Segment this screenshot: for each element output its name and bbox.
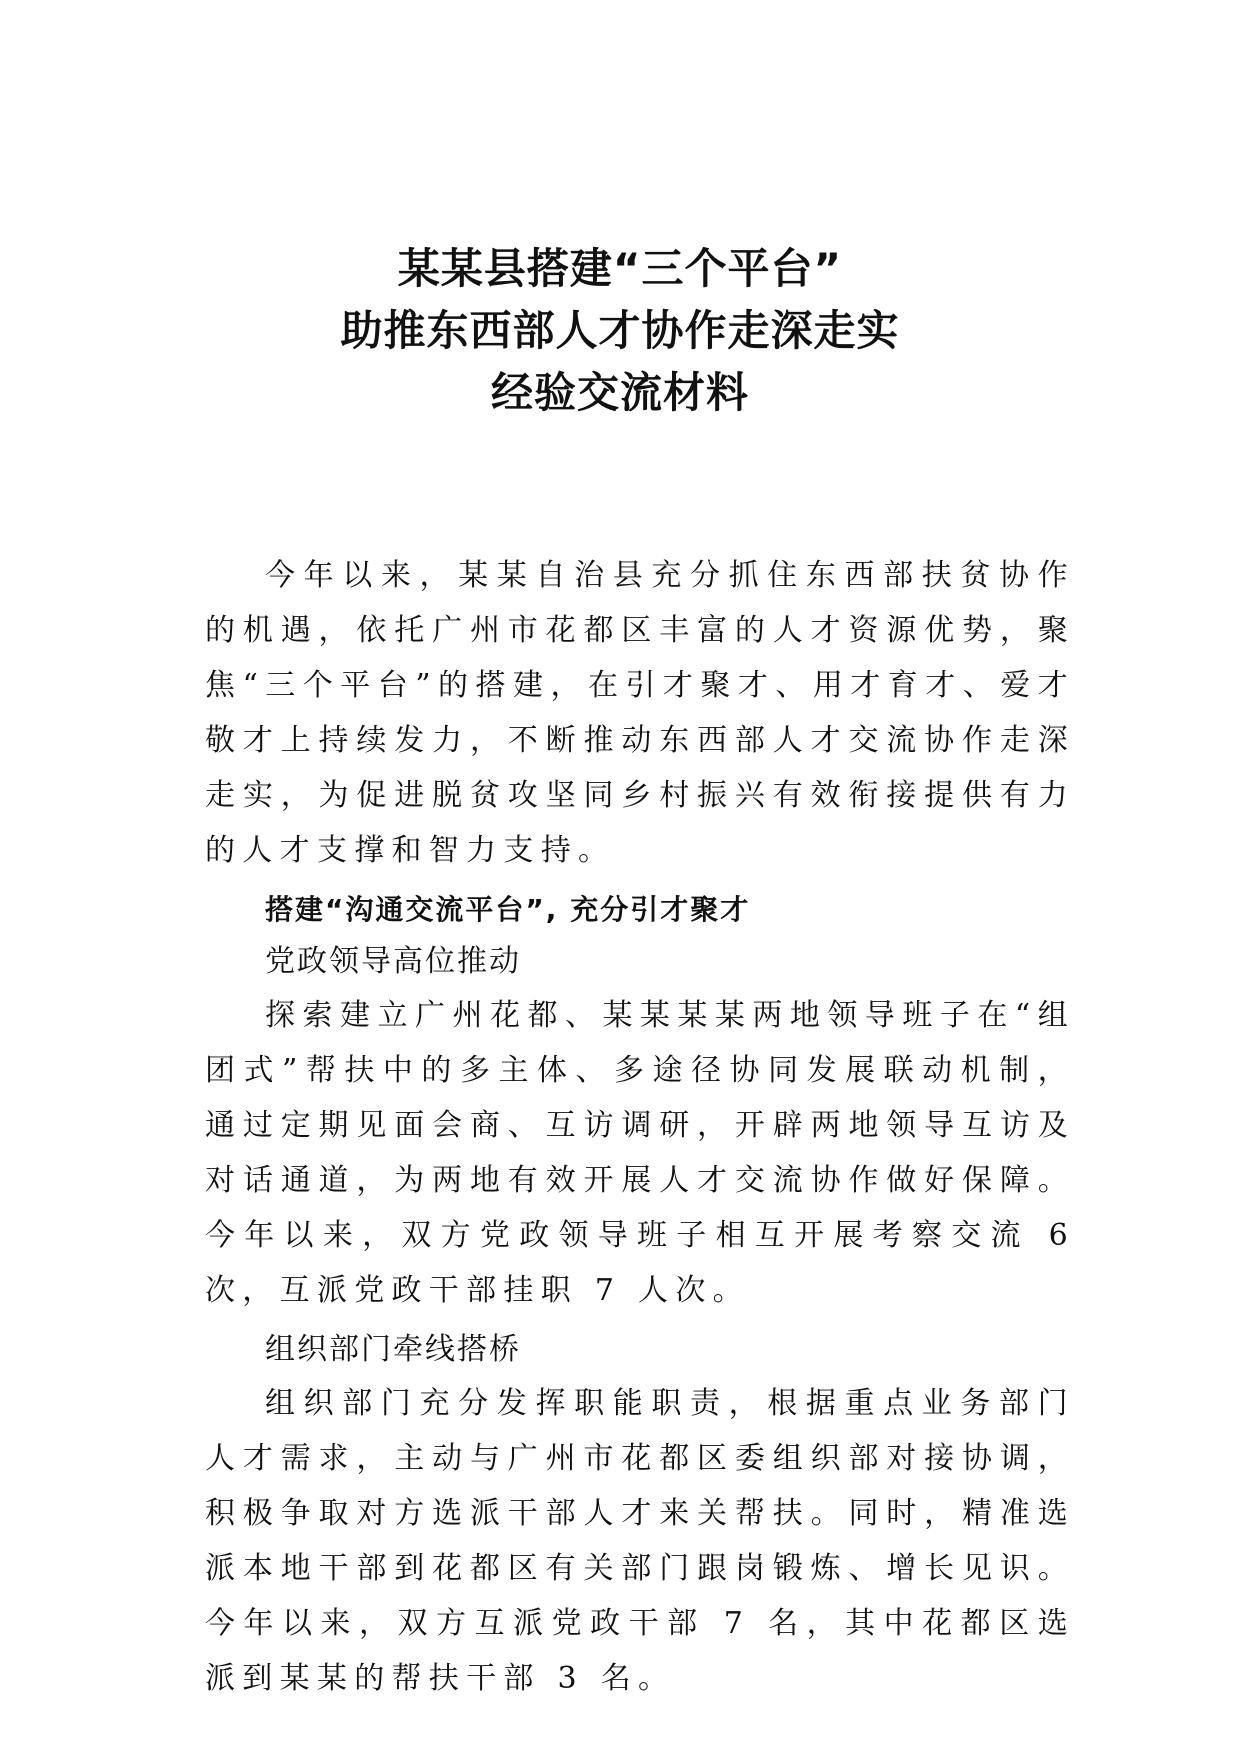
title-line-3: 经验交流材料 <box>490 368 749 417</box>
title-line-2: 助推东西部人才协作走深走实 <box>340 306 900 355</box>
subsection-title-1: 党政领导高位推动 <box>265 944 521 979</box>
intro-paragraph: 今年以来，某某自治县充分抓住东西部扶贫协作的机遇，依托广州市花都区丰富的人才资源优势，聚焦“三个平台”的搭建，在引才聚才、用才育才、爱才敬才上持续发力，不断推动东西部人才交流协作走深走实，为促进脱贫攻坚同乡村振兴有效衔接提供有力的人才支撑和智力支持。 <box>205 558 1075 868</box>
title-line-1: 某某县搭建“三个平台” <box>397 244 843 293</box>
subsection-paragraph-2: 组织部门充分发挥职能职责，根据重点业务部门人才需求，主动与广州市花都区委组织部对接协调，积极争取对方选派干部人才来关帮扶。同时，精准选派本地干部到花都区有关部门跟岗锻炼、增长见识。今年以来，双方互派党政干部 7 名，其中花都区选派到某某的帮扶干部 3 名。 <box>205 1386 1075 1696</box>
document-body <box>205 548 1075 1706</box>
section-heading: 搭建“沟通交流平台”, 充分引才聚才 <box>265 893 751 926</box>
subsection-title-2: 组织部门牵线搭桥 <box>265 1332 521 1367</box>
document-title <box>0 238 1240 424</box>
subsection-paragraph-1: 探索建立广州花都、某某某某两地领导班子在“组团式”帮扶中的多主体、多途径协同发展联动机制，通过定期见面会商、互访调研，开辟两地领导互访及对话通道，为两地有效开展人才交流协作做好保障。今年以来，双方党政领导班子相互开展考察交流 6 次，互派党政干部挂职 7 人次。 <box>205 998 1075 1308</box>
